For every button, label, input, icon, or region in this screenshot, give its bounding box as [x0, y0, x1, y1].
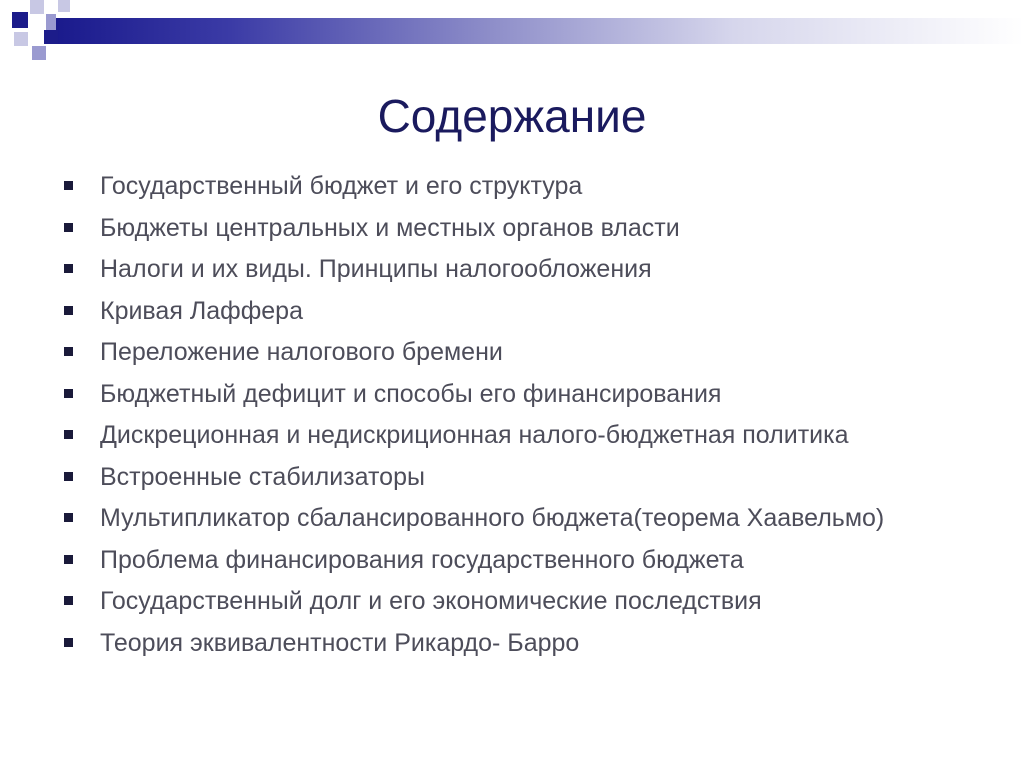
list-item-text: Государственный долг и его экономические последствия [100, 587, 762, 615]
list-item [60, 378, 980, 410]
header-gradient-band [56, 18, 1024, 44]
square-bullet-icon [64, 264, 73, 273]
list-item-text: Мультипликатор сбалансированного бюджета(теорема Хаавельмо) [100, 504, 885, 532]
list-item [60, 544, 980, 576]
square-bullet-icon [64, 430, 73, 439]
square-bullet-icon [64, 472, 73, 481]
decorative-square [12, 12, 28, 28]
list-item [60, 461, 980, 493]
list-item-text: Проблема финансирования государственного бюджета [100, 545, 744, 574]
list-item [60, 253, 980, 285]
decorative-square [58, 0, 70, 12]
decorative-square [30, 0, 44, 14]
list-item [60, 419, 980, 451]
list-item [60, 336, 980, 368]
square-bullet-icon [64, 638, 73, 647]
decorative-square [14, 32, 28, 46]
list-item [60, 627, 980, 659]
decorative-square [44, 30, 58, 44]
list-item-text: Встроенные стабилизаторы [100, 462, 425, 491]
square-bullet-icon [64, 513, 73, 522]
list-item [60, 295, 980, 327]
list-item-text: Кривая Лаффера [100, 296, 303, 325]
square-bullet-icon [64, 347, 73, 356]
contents-list [60, 170, 980, 668]
square-bullet-icon [64, 555, 73, 564]
decorative-square [32, 46, 46, 60]
decorative-square [46, 14, 56, 30]
list-item-text: Государственный бюджет и его структура [100, 172, 583, 200]
square-bullet-icon [64, 223, 73, 232]
list-item-text: Теория эквивалентности Рикардо- Барро [100, 628, 580, 657]
square-bullet-icon [64, 306, 73, 315]
list-item-text: Бюджеты центральных и местных органов власти [100, 213, 680, 242]
list-item-text: Налоги и их виды. Принципы налогообложения [100, 255, 652, 283]
list-item [60, 502, 980, 534]
list-item-text: Дискреционная и недискриционная налого-бюджетная политика [100, 421, 849, 449]
list-item [60, 170, 980, 202]
square-bullet-icon [64, 181, 73, 190]
list-item-text: Переложение налогового бремени [100, 338, 503, 366]
list-item-text: Бюджетный дефицит и способы его финансирования [100, 379, 722, 408]
decorative-header [0, 0, 1024, 64]
list-item [60, 212, 980, 244]
list-item [60, 585, 980, 617]
slide-title: Содержание [377, 90, 647, 142]
square-bullet-icon [64, 389, 73, 398]
square-bullet-icon [64, 596, 73, 605]
